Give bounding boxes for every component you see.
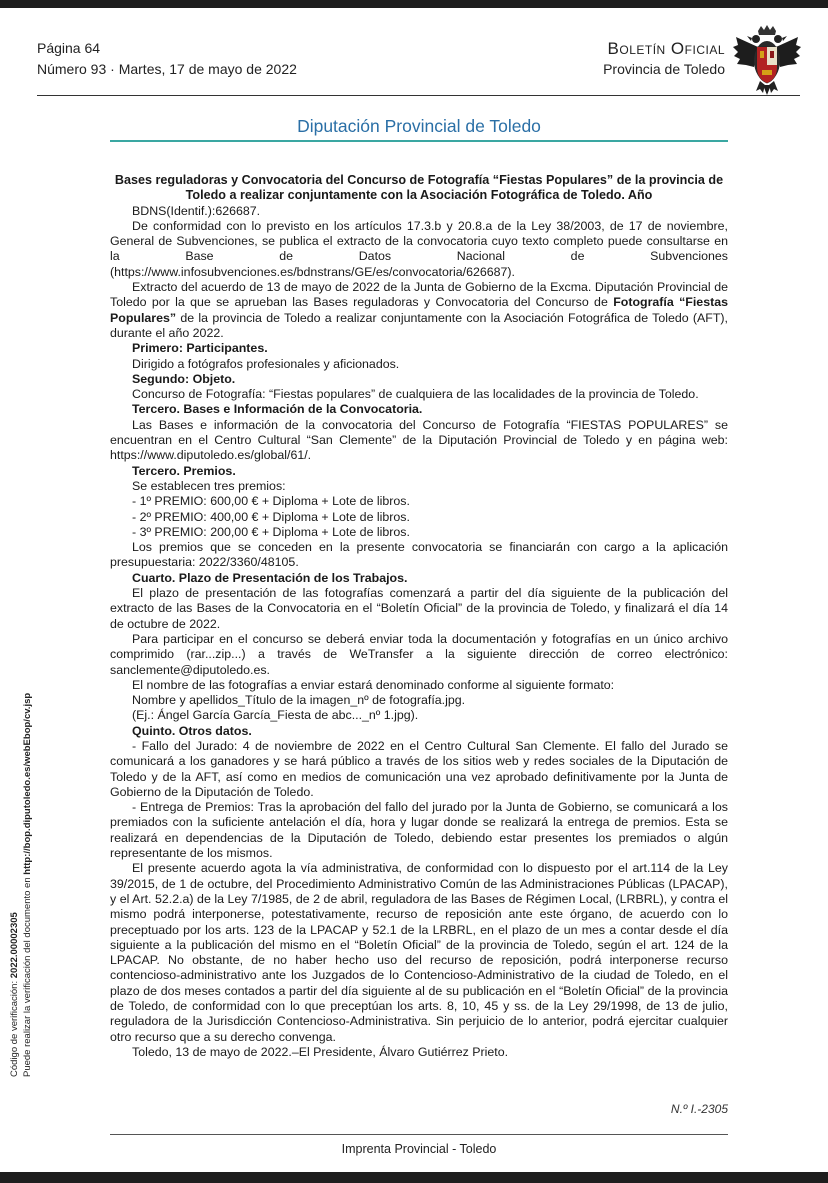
- heading-participants: Primero: Participantes.: [132, 341, 268, 356]
- jury-decision-paragraph: - Fallo del Jurado: 4 de noviembre de 2022 en el Centro Cultural San Clemente. El fallo del Jurado se comunicará a los ganadores y se hará público a través de los sitios web y redes sociales de la Diputación de Toledo y de la AFT, así como en medios de comunicación una vez aprobado definitivamente por la Junta de Gobierno de la Diputación de Toledo.: [110, 738, 728, 799]
- bases-info-text: Las Bases e información de la convocatoria del Concurso de Fotografía “FIESTAS POPULARES” se encuentran en el Centro Cultural “San Clemente” de la Diputación Provincial de Toledo y en página web: https://www.diputoledo.es/global/61/.: [110, 417, 728, 463]
- heading-bases-info: Tercero. Bases e Información de la Convocatoria.: [132, 402, 423, 417]
- footer-printer: Imprenta Provincial - Toledo: [341, 1142, 497, 1156]
- bulletin-page: [0, 8, 828, 1172]
- verification-url-line: Puede realizar la verificación del documento en http://bop.diputoledo.es/webEbop/cv.jsp: [22, 692, 33, 1077]
- verification-code: 2022.00002305: [9, 912, 20, 979]
- page-header-left: [37, 38, 297, 80]
- participants-text: Dirigido a fotógrafos profesionales y aficionados.: [132, 356, 400, 371]
- legal-remedies-paragraph: El presente acuerdo agota la vía administrativa, de conformidad con lo dispuesto por el art.114 de la Ley 39/2015, de 1 de octubre, del Procedimiento Administrativo Común de las Administraciones Públicas (LPACAP), y el Art. 52.2.a) de la Ley 7/1985, de 2 de abril, reguladora de las Bases de Régimen Local, (LRBRL), y contra el mismo podrá interponerse, potestativamente, recurso de reposición ante este órgano, de acuerdo con lo preceptuado por los arts. 123 de la LPACAP y 52.1 de la LRBRL, en el plazo de un mes a contar desde el día siguiente a la publicación del mismo en el “Boletín Oficial” de la provincia de Toledo, según el art. 124 de la LPACAP. No obstante, de no haber hecho uso del recurso de reposición, podrá interponerse recurso contencioso-administrativo ante los Juzgados de lo Contencioso-Administrativo de la ciudad de Toledo, en el plazo de dos meses contados a partir del día siguiente al de su publicación en el “Boletín Oficial” de la provincia de Toledo, de conformidad con lo que preceptúan los arts. 8, 10, 45 y ss. de la Ley 29/1998, de 13 de julio, reguladora de la Jurisdicción Contencioso-Administrativa. Sin perjuicio de lo anterior, podrá ejercitar cualquier otro recurso que a su derecho convenga.: [110, 861, 728, 1044]
- filename-format: Nombre y apellidos_Título de la imagen_nº de fotografía.jpg.: [132, 693, 466, 708]
- section-underline: [110, 140, 728, 142]
- extract-paragraph: [110, 280, 728, 341]
- coat-of-arms-icon: [732, 25, 802, 97]
- page-header-right: [603, 38, 725, 80]
- verification-sidebar: [8, 693, 34, 1077]
- publication-title: Boletín Oficial: [607, 39, 725, 58]
- publication-province: Provincia de Toledo: [603, 61, 725, 77]
- section-title: Diputación Provincial de Toledo: [297, 116, 541, 136]
- submission-paragraph-1: El plazo de presentación de las fotografías comenzará a partir del día siguiente de la publicación del extracto de las Bases de la Convocatoria en el “Boletín Oficial” de la provincia de Toledo, y finalizará el día 14 de octubre de 2022.: [110, 586, 728, 631]
- awards-delivery-paragraph: - Entrega de Premios: Tras la aprobación del fallo del jurado por la Junta de Gobierno, se comunicará a los premiados con la suficiente antelación el día, hora y lugar donde se realizará la entrega de premios. Esta se realizará en dependencias de la Diputación de Toledo, debiendo estar presentes los premiados o algún representante de los mismos.: [110, 800, 728, 861]
- filename-example: (Ej.: Ángel García García_Fiesta de abc..._nº 1.jpg).: [132, 708, 419, 723]
- bdns-identifier: BDNS(Identif.):626687.: [132, 203, 261, 218]
- prize-third: - 3º PREMIO: 200,00 € + Diploma + Lote de libros.: [132, 524, 410, 539]
- submission-paragraph-2: Para participar en el concurso se deberá enviar toda la documentación y fotografías en un único archivo comprimido (rar...zip...) a través de WeTransfer a la siguiente dirección de correo electrónico: sanclemente@diputoledo.es.: [110, 631, 728, 677]
- submission-paragraph-3: El nombre de las fotografías a enviar estará denominado conforme al siguiente formato:: [132, 677, 615, 692]
- extract-text-c: de la provincia de Toledo a realizar conjuntamente con la Asociación Fotográfica de Toledo (AFT), durante el año 2022.: [110, 310, 728, 340]
- reference-number: N.º I.-2305: [670, 1102, 728, 1116]
- prize-first: - 1º PREMIO: 600,00 € + Diploma + Lote de libros.: [132, 494, 410, 509]
- heading-prizes: Tercero. Premios.: [132, 463, 236, 478]
- heading-object: Segundo: Objeto.: [132, 371, 236, 386]
- verification-url[interactable]: http://bop.diputoledo.es/webEbop/cv.jsp: [22, 692, 33, 875]
- extract-text-a: Extracto del acuerdo de 13 de mayo de 2022 de la Junta de Gobierno de la Excma. Diputación Provincial de Toledo por la que se aprueban las Bases reguladoras y Convocatoria del Concurso de: [110, 280, 728, 310]
- footer-rule: [110, 1134, 728, 1135]
- header-rule: [37, 95, 800, 96]
- page-number: Página 64: [37, 40, 101, 56]
- object-text: Concurso de Fotografía: “Fiestas populares” de cualquiera de las localidades de la provincia de Toledo.: [132, 387, 699, 402]
- signature-line: Toledo, 13 de mayo de 2022.–El Presidente, Álvaro Gutiérrez Prieto.: [132, 1044, 509, 1059]
- prizes-intro: Se establecen tres premios:: [132, 478, 286, 493]
- prize-second: - 2º PREMIO: 400,00 € + Diploma + Lote de libros.: [132, 509, 410, 524]
- announcement-body: [110, 173, 728, 1060]
- heading-submission-period: Cuarto. Plazo de Presentación de los Trabajos.: [132, 570, 408, 585]
- extract-contest-name: Fotografía “Fiestas Populares”: [110, 295, 728, 325]
- verification-code-line: Código de verificación: 2022.00002305: [9, 912, 20, 1077]
- heading-other-data: Quinto. Otros datos.: [132, 723, 252, 738]
- intro-paragraph: De conformidad con lo previsto en los artículos 17.3.b y 20.8.a de la Ley 38/2003, de 17 de noviembre, General de Subvenciones, se publica el extracto de la convocatoria cuyo texto completo puede consultarse en la Base de Datos Nacional de Subvenciones (https://www.infosubvenciones.es/bdnstrans/GE/es/convocatoria/626687).: [110, 218, 728, 279]
- prizes-funding: Los premios que se conceden en la presente convocatoria se financiarán con cargo a la aplicación presupuestaria: 2022/3360/48105.: [110, 540, 728, 570]
- issue-date: Número 93 · Martes, 17 de mayo de 2022: [37, 61, 297, 77]
- announcement-title: Bases reguladoras y Convocatoria del Concurso de Fotografía “Fiestas Populares” de la provincia de Toledo a realizar conjuntamente con la Asociación Fotográfica de Toledo. Año: [114, 173, 724, 203]
